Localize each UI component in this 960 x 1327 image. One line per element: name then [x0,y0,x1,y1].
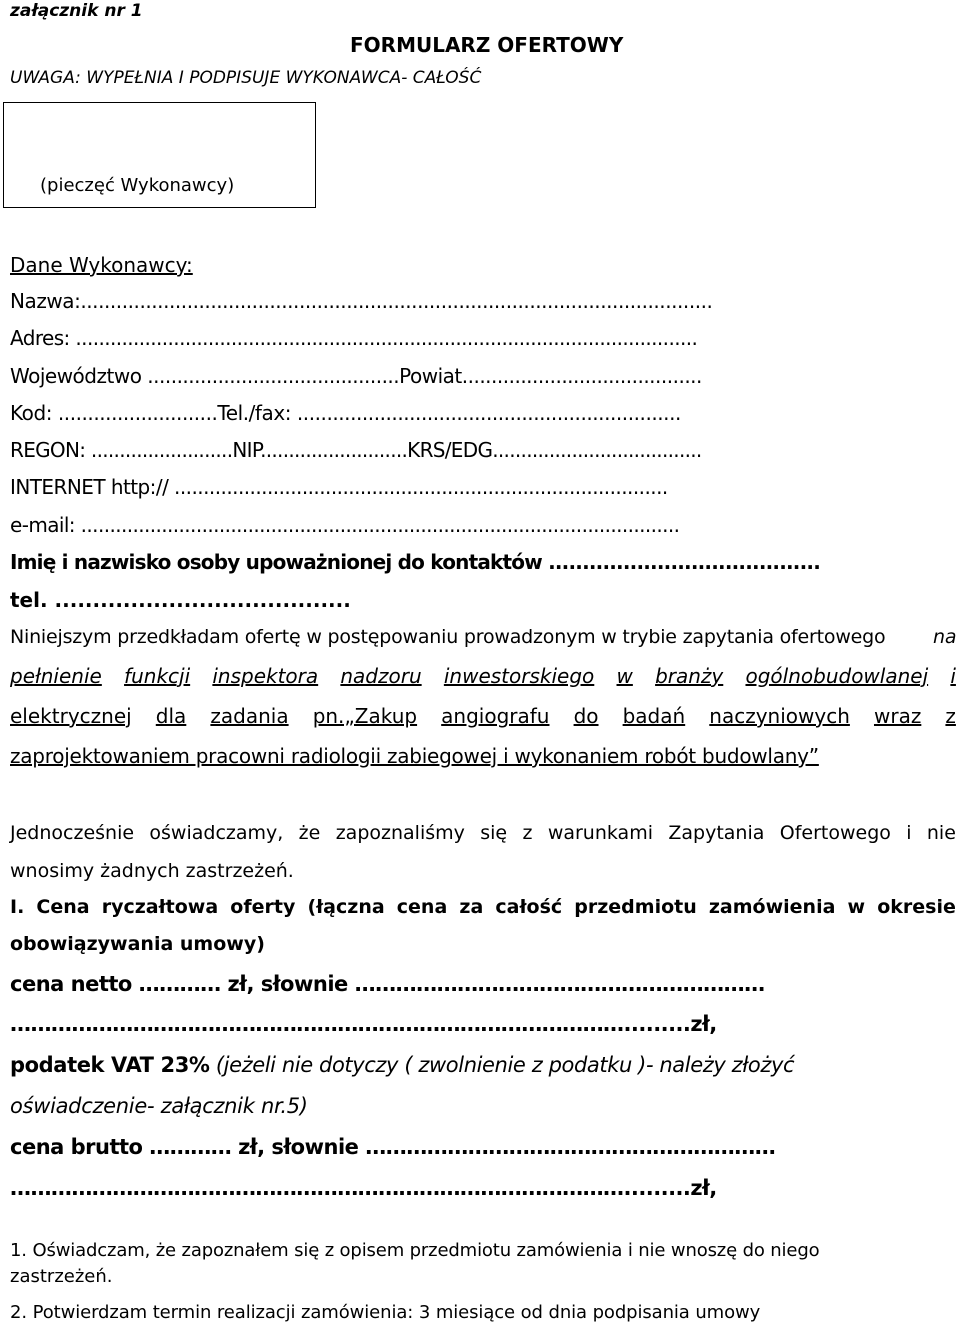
price-netto-words: ……………………………………………………………………………….........zł, [10,1012,717,1036]
field-regon: REGON: .........................NIP..........................KRS/EDG..................................... [10,438,702,462]
field-tel: tel. ....................................... [10,588,351,612]
stamp-box [3,102,316,208]
price-brutto-words: ……………………………………………………………………………….........zł, [10,1176,717,1200]
declaration-line-1: Jednocześnie oświadczamy, że zapoznaliśmy się z warunkami Zapytania Ofertowego i nie [10,822,956,844]
point-1: 1. Oświadczam, że zapoznałem się z opisem przedmiotu zamówienia i nie wnoszę do niego [10,1240,820,1261]
annex-label: załącznik nr 1 [10,1,143,21]
vat-line: podatek VAT 23% (jeżeli nie dotyczy ( zwolnienie z podatku )- należy złożyć [10,1053,795,1077]
vat-line-2: oświadczenie- załącznik nr.5) [10,1094,308,1118]
field-internet: INTERNET http:// ..................................................................................... [10,475,668,499]
offer-line-4: zaprojektowaniem pracowni radiologii zabiegowej i wykonaniem robót budowlany” [10,744,819,768]
field-email: e-mail: ........................................................................................................ [10,513,680,537]
field-kod: Kod: ...........................Tel./fax: ................................................................. [10,401,681,425]
declaration-line-2: wnosimy żadnych zastrzeżeń. [10,860,294,882]
field-contact-person: Imię i nazwisko osoby upoważnionej do kontaktów ........................................ [10,550,820,574]
offer-line-3: elektrycznej dla zadania pn.„Zakup angiografu do badań naczyniowych wraz z [10,704,956,728]
offer-line-2: pełnienie funkcji inspektora nadzoru inwestorskiego w branży ogólnobudowlanej i [10,664,956,688]
offer-line-1: Niniejszym przedkładam ofertę w postępowaniu prowadzonym w trybie zapytania ofertowego na [10,626,957,648]
stamp-label: (pieczęć Wykonawcy) [40,175,235,196]
price-netto: cena netto ………… zł, słownie …………………………………………………… [10,972,765,996]
point-1-cont: zastrzeżeń. [10,1266,113,1287]
field-adres: Adres: ............................................................................................................ [10,326,698,350]
contractor-heading: Dane Wykonawcy: [10,253,193,277]
notice: UWAGA: WYPEŁNIA I PODPISUJE WYKONAWCA- CAŁOŚĆ [10,68,482,88]
price-heading-line-2: obowiązywania umowy) [10,933,265,955]
field-wojewodztwo: Województwo ...........................................Powiat......................................... [10,364,702,388]
price-brutto: cena brutto ………… zł, słownie …………………………………………………… [10,1135,776,1159]
page-title: FORMULARZ OFERTOWY [350,33,624,57]
field-nazwa: Nazwa:........................................................................................................... [10,289,713,313]
price-heading-line-1: I. Cena ryczałtowa oferty (łączna cena za całość przedmiotu zamówienia w okresie [10,896,956,918]
point-2: 2. Potwierdzam termin realizacji zamówienia: 3 miesiące od dnia podpisania umowy [10,1302,761,1323]
